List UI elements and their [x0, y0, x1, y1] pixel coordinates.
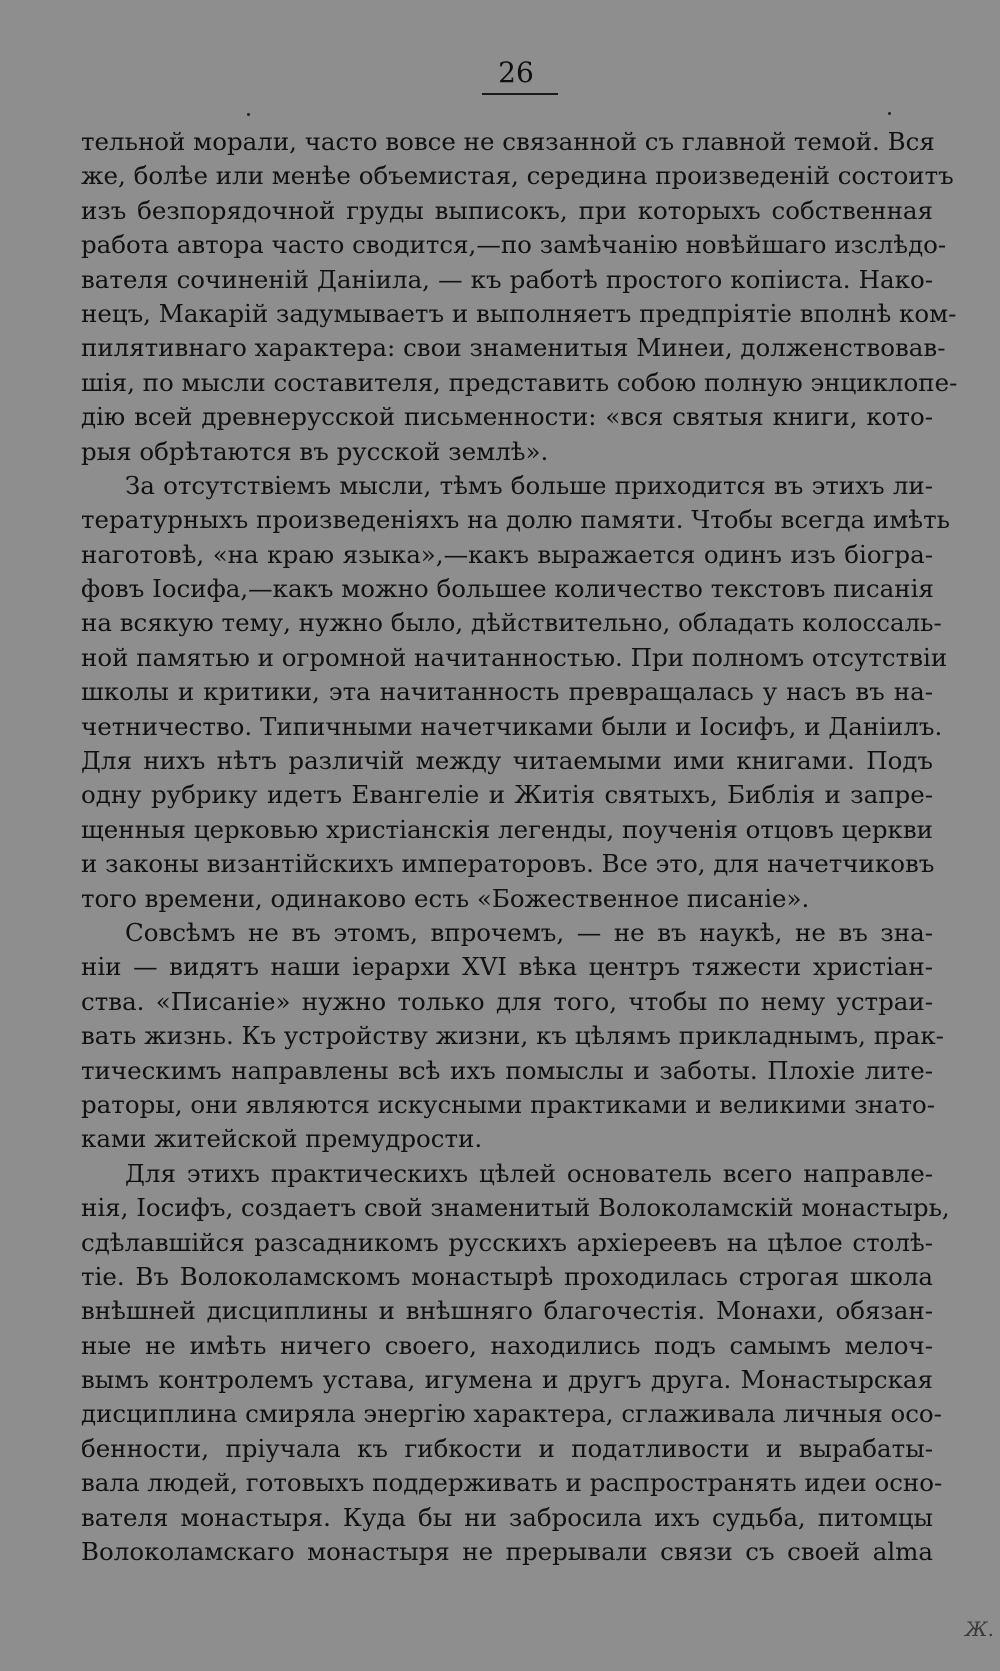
text-line: ства. «Писаніе» нужно только для того, чтобы по нему устраи- — [81, 986, 933, 1016]
page-number-rule — [482, 93, 558, 95]
text-line: бенности, пріучала къ гибкости и податливости и вырабаты- — [81, 1433, 933, 1463]
text-line: Волоколамскаго монастыря не прерывали связи съ своей alma — [81, 1537, 933, 1567]
text-line: тическимъ направлены всѣ ихъ помыслы и заботы. Плохіе лите- — [81, 1055, 933, 1085]
text-line: тельной морали, часто вовсе не связанной съ главной темой. Вся — [81, 127, 935, 156]
main-text — [81, 125, 958, 1569]
text-line: фовъ Іосифа,—какъ можно большее количество текстовъ писанія — [81, 574, 934, 604]
text-line: изъ безпорядочной груды выписокъ, при которыхъ собственная — [81, 195, 933, 225]
text-line: тіе. Въ Волоколамскомъ монастырѣ проходилась строгая школа — [81, 1261, 933, 1291]
text-line: вала людей, готовыхъ поддерживать и распространять идеи осно- — [81, 1468, 943, 1498]
text-line: на всякую тему, нужно было, дѣйствительно, обладать колоссаль- — [81, 608, 942, 638]
text-line: рыя обрѣтаются въ русской землѣ». — [81, 436, 549, 466]
text-line: ками житейской премудрости. — [81, 1124, 483, 1154]
text-line: нія, Іосифъ, создаетъ свой знаменитый Волоколамскій монастырь, — [81, 1193, 950, 1223]
text-line: вателя сочиненій Даніила, — къ работѣ простого копіиста. Нако- — [81, 264, 933, 294]
text-line: ной памятью и огромной начитанностью. При полномъ отсутствіи — [81, 642, 948, 672]
text-line: нецъ, Макарій задумываетъ и выполняетъ предпріятіе вполнѣ ком- — [81, 298, 957, 328]
text-line: вать жизнь. Къ устройству жизни, къ цѣлямъ прикладнымъ, прак- — [81, 1021, 944, 1051]
text-line: же, болѣе или менѣе объемистая, середина произведеній состоитъ — [81, 161, 954, 191]
text-line: щенныя церковью христіанскія легенды, поученія отцовъ церкви — [81, 814, 933, 844]
text-line: работа автора часто сводится,—по замѣчанію новѣйшаго изслѣдо- — [81, 230, 947, 260]
text-line: дисциплина смиряла энергію характера, сглаживала личныя осо- — [81, 1399, 942, 1429]
text-line: Для этихъ практическихъ цѣлей основатель всего направле- — [125, 1158, 933, 1188]
text-line: четничество. Типичными начетчиками были и Іосифъ, и Даніилъ. — [81, 711, 943, 741]
text-line: тературныхъ произведеніяхъ на долю памяти. Чтобы всегда имѣть — [81, 505, 950, 535]
text-line: Для нихъ нѣтъ различій между читаемыми ими книгами. Подъ — [81, 746, 933, 776]
text-line: Совсѣмъ не въ этомъ, впрочемъ, — не въ наукѣ, не въ зна- — [125, 917, 933, 947]
text-line: ніи — видятъ наши іерархи XVI вѣка центръ тяжести христіан- — [81, 952, 933, 982]
text-line: того времени, одинаково есть «Божественное писаніе». — [81, 883, 810, 913]
text-line: раторы, они являются искусными практиками и великими знато- — [81, 1089, 936, 1119]
text-line: шія, по мысли составителя, представить собою полную энциклопе- — [81, 367, 958, 397]
text-line: вымъ контролемъ устава, игумена и другъ друга. Монастырская — [81, 1365, 933, 1395]
text-line: школы и критики, эта начитанность превращалась у насъ въ на- — [81, 677, 933, 707]
text-line: одну рубрику идетъ Евангеліе и Житія святыхъ, Библія и запре- — [81, 780, 933, 810]
text-line: и законы византійскихъ императоровъ. Все это, для начетчиковъ — [81, 849, 935, 879]
print-speck — [888, 112, 891, 115]
text-line: ные не имѣть ничего своего, находились подъ самымъ мелоч- — [81, 1330, 933, 1360]
text-line: пилятивнаго характера: свои знаменитыя Минеи, долженствовав- — [81, 333, 946, 363]
text-line: дію всей древнерусской письменности: «вся святыя книги, кото- — [81, 402, 933, 432]
text-line: внѣшней дисциплины и внѣшняго благочестія. Монахи, обязан- — [81, 1296, 933, 1326]
text-line: За отсутствіемъ мысли, тѣмъ больше приходится въ этихъ ли- — [125, 470, 933, 500]
text-line: наготовѣ, «на краю языка»,—какъ выражается одинъ изъ біогра- — [81, 539, 933, 569]
page-number: 26 — [498, 56, 534, 89]
print-speck — [247, 113, 250, 116]
text-line: сдѣлавшійся разсадникомъ русскихъ архіереевъ на цѣлое столѣ- — [81, 1227, 933, 1257]
library-stamp-mark: Ж. — [965, 1617, 994, 1641]
text-line: вателя монастыря. Куда бы ни забросила ихъ судьба, питомцы — [81, 1502, 933, 1532]
